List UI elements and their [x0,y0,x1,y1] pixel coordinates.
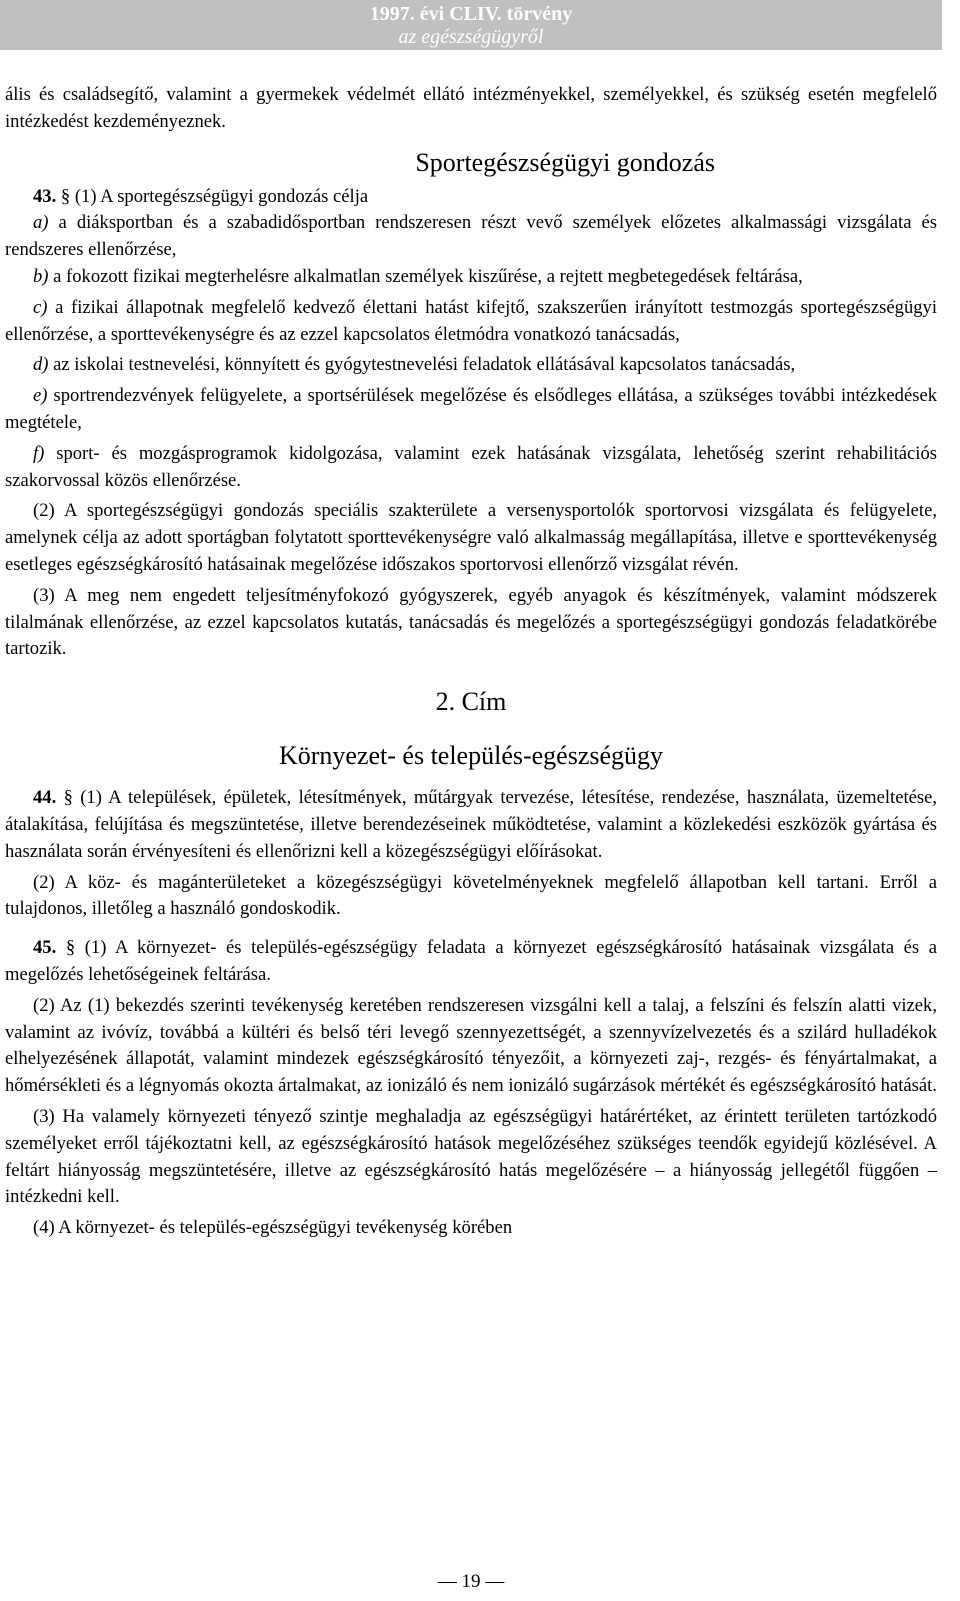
chapter-title: Környezet- és település-egészségügy [278,741,664,771]
header-law-title: 1997. évi CLIV. törvény [369,3,573,25]
section-44-paragraph-2: (2) A köz- és magánterületeket a közegészségügyi követelményeknek megfelelő állapotban kell tartani. Erről a tulajdonos, illetőleg a használó gondoskodik. [5,871,937,920]
list-item [5,352,937,379]
intro-paragraph: ális és családsegítő, valamint a gyermekek védelmét ellátó intézményekkel, személyekkel, és szükség esetén megfelelő intézkedést kezdeményeznek. [5,84,937,132]
item-letter: e) [33,385,48,407]
item-letter: b) [33,265,49,287]
list-item [5,295,937,349]
section-45-paragraph-1 [5,935,937,989]
list-item [5,264,937,291]
section-43-lead-text: § (1) A sportegészségügyi gondozás célja [56,185,369,207]
item-text: az iskolai testnevelési, könnyített és gyógytestnevelési feladatok ellátásával kapcsolatos tanácsadás, [48,354,796,376]
section-45-paragraph-4: (4) A környezet- és település-egészségügyi tevékenység körében [33,1217,513,1239]
section-43-paragraph-2: (2) A sportegészségügyi gondozás speciális szakterülete a versenysportolók sportorvosi vizsgálata és felügyelete, amelynek célja az adott sportágban folytatott sporttevékenységre való alkalmasság megállapítása, illetve e sporttevékenység esetleges egészségkárosító hatásainak megelőzése időszakos sportorvosi ellenőrző vizsgálat révén. [5,500,937,575]
chapter-number: 2. Cím [435,687,507,717]
list-item [5,210,937,264]
item-text: a fizikai állapotnak megfelelő kedvező élettani hatást kifejtő, szakszerűen irányított testmozgás sportegészségügyi ellenőrzése, a sporttevékenységre és az ezzel kapcsolatos életmódra vonatkozó tanácsadás, [5,296,937,345]
item-letter: a) [33,212,49,234]
section-heading-sport: Sportegészségügyi gondozás [415,147,715,177]
section-45-number: 45. [33,937,57,959]
item-letter: c) [33,296,48,318]
list-item [5,441,937,495]
section-44-paragraph-1 [5,785,937,865]
item-text: sportrendezvények felügyelete, a sportsérülések megelőzése és elsődleges ellátása, a szükséges további intézkedések megtétele, [5,385,937,433]
section-45-paragraph-3: (3) Ha valamely környezeti tényező szintje meghaladja az egészségügyi határértéket, az érintett területen tartózkodó személyeket erről tájékoztatni kell, az egészségkárosító hatások megelőzéséhez szükséges teendők egyidejű közlésével. A feltárt hiányosság megszüntetésére, illetve az egészségkárosító hatás megelőzésére – a hiányosság jellegétől függően – intézkedni kell. [5,1105,937,1208]
header-law-subject: az egészségügyről [398,26,544,48]
list-item [5,383,937,437]
item-text: a fokozott fizikai megterhelésre alkalmatlan személyek kiszűrése, a rejtett megbetegedések feltárása, [48,265,803,287]
section-45-paragraph-2: (2) Az (1) bekezdés szerinti tevékenység keretében rendszeresen vizsgálni kell a talaj, a felszíni és felszín alatti vizek, valamint az ivóvíz, továbbá a kültéri és belső téri levegő szennyezettségét, a szennyvízelvezetés és a szilárd hulladékok elhelyezésének állapotát, valamint mindezek egészségkárosító tényezőit, a környezeti zaj-, rezgés- és fényártalmakat, a hőmérsékleti és a légnyomás okozta ártalmakat, az ionizáló és nem ionizáló sugárzások mértékét és egészségkárosító hatását. [5,994,937,1097]
section-43-lead [5,184,937,211]
section-44-number: 44. [33,787,57,809]
section-45-p1-text: § (1) A környezet- és település-egészségügy feladata a környezet egészségkárosító hatásainak vizsgálata és a megelőzés lehetőségeinek feltárása. [5,937,937,985]
item-text: sport- és mozgásprogramok kidolgozása, valamint ezek hatásának vizsgálata, lehetőség szerint rehabilitációs szakorvossal közös ellenőrzése. [5,442,937,491]
item-letter: f) [33,442,45,464]
page-number: — 19 — [437,1571,505,1592]
running-header [0,0,942,50]
item-text: a diáksportban és a szabadidősportban rendszeresen részt vevő személyek előzetes alkalmassági vizsgálata és rendszeres ellenőrzése, [5,212,937,261]
section-43-paragraph-3: (3) A meg nem engedett teljesítményfokozó gyógyszerek, egyéb anyagok és készítmények, valamint módszerek tilalmának ellenőrzése, az ezzel kapcsolatos kutatás, tanácsadás és megelőzés a sportegészségügyi gondozás feladatkörébe tartozik. [5,584,937,660]
section-44-p1-text: § (1) A települések, épületek, létesítmények, műtárgyak tervezése, létesítése, rendezése, használata, üzemeltetése, átalakítása, felújítása és megszüntetése, illetve berendezéseinek működtetése, valamint a közlekedési eszközök gyártása és használata során érvényesíteni és ellenőrizni kell a közegészségügyi előírásokat. [5,787,937,862]
document-body [5,82,937,1242]
section-43-number: 43. [33,185,57,207]
item-letter: d) [33,354,49,376]
